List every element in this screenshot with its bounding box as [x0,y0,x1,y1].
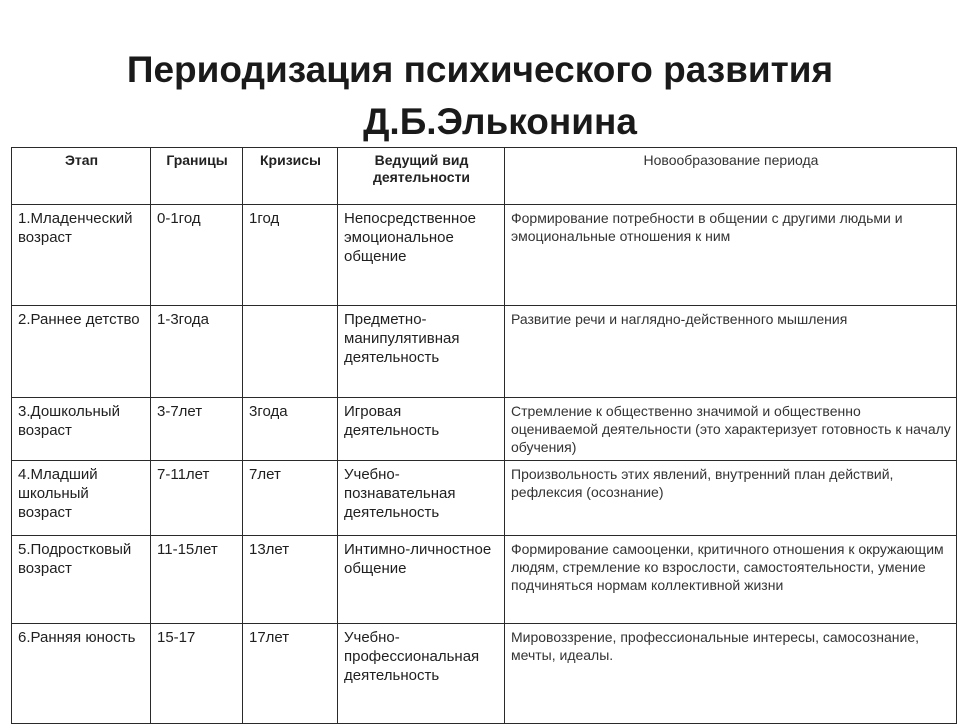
cell-stage: 6.Ранняя юность [12,624,151,724]
cell-stage: 3.Дошкольный возраст [12,398,151,461]
cell-activity: Непосредственное эмоциональное общение [338,205,505,306]
cell-crisis: 13лет [243,536,338,624]
cell-neoformation: Стремление к общественно значимой и общественно оцениваемой деятельности (это характеризует готовность к началу обучения) [505,398,957,461]
cell-stage: 1.Младенческий возраст [12,205,151,306]
cell-crisis [243,306,338,398]
cell-bounds: 11-15лет [151,536,243,624]
title-line-1: Периодизация психического развития [126,49,834,90]
table-row [12,398,957,461]
cell-bounds: 0-1год [151,205,243,306]
cell-stage: 5.Подростковый возраст [12,536,151,624]
cell-activity: Учебно-познавательная деятельность [338,461,505,536]
table-row [12,624,957,724]
cell-activity: Игровая деятельность [338,398,505,461]
cell-crisis: 1год [243,205,338,306]
cell-neoformation: Формирование потребности в общении с другими людьми и эмоциональные отношения к ним [505,205,957,306]
cell-crisis: 7лет [243,461,338,536]
cell-neoformation: Развитие речи и наглядно-действенного мышления [505,306,957,398]
periodization-table [11,147,957,724]
title-line-2: Д.Б.Эльконина [363,101,637,142]
header-neoformation: Новообразование периода [505,148,957,205]
header-crises: Кризисы [243,148,338,205]
header-stage: Этап [12,148,151,205]
cell-bounds: 1-3года [151,306,243,398]
cell-neoformation: Мировоззрение, профессиональные интересы, самосознание, мечты, идеалы. [505,624,957,724]
cell-neoformation: Формирование самооценки, критичного отношения к окружающим людям, стремление ко взрослости, самостоятельности, умение подчиняться нормам коллективной жизни [505,536,957,624]
cell-bounds: 15-17 [151,624,243,724]
cell-neoformation: Произвольность этих явлений, внутренний план действий, рефлексия (осознание) [505,461,957,536]
table-row [12,536,957,624]
cell-activity: Интимно-личностное общение [338,536,505,624]
table-row [12,205,957,306]
table-row [12,461,957,536]
cell-bounds: 7-11лет [151,461,243,536]
cell-stage: 2.Раннее детство [12,306,151,398]
header-bounds: Границы [151,148,243,205]
header-activity: Ведущий вид деятельности [338,148,505,205]
table-row [12,306,957,398]
table-header-row [12,148,957,205]
cell-crisis: 17лет [243,624,338,724]
cell-activity: Предметно-манипулятивная деятельность [338,306,505,398]
cell-bounds: 3-7лет [151,398,243,461]
page-title [0,44,960,148]
cell-crisis: 3года [243,398,338,461]
cell-activity: Учебно-профессиональная деятельность [338,624,505,724]
cell-stage: 4.Младший школьный возраст [12,461,151,536]
